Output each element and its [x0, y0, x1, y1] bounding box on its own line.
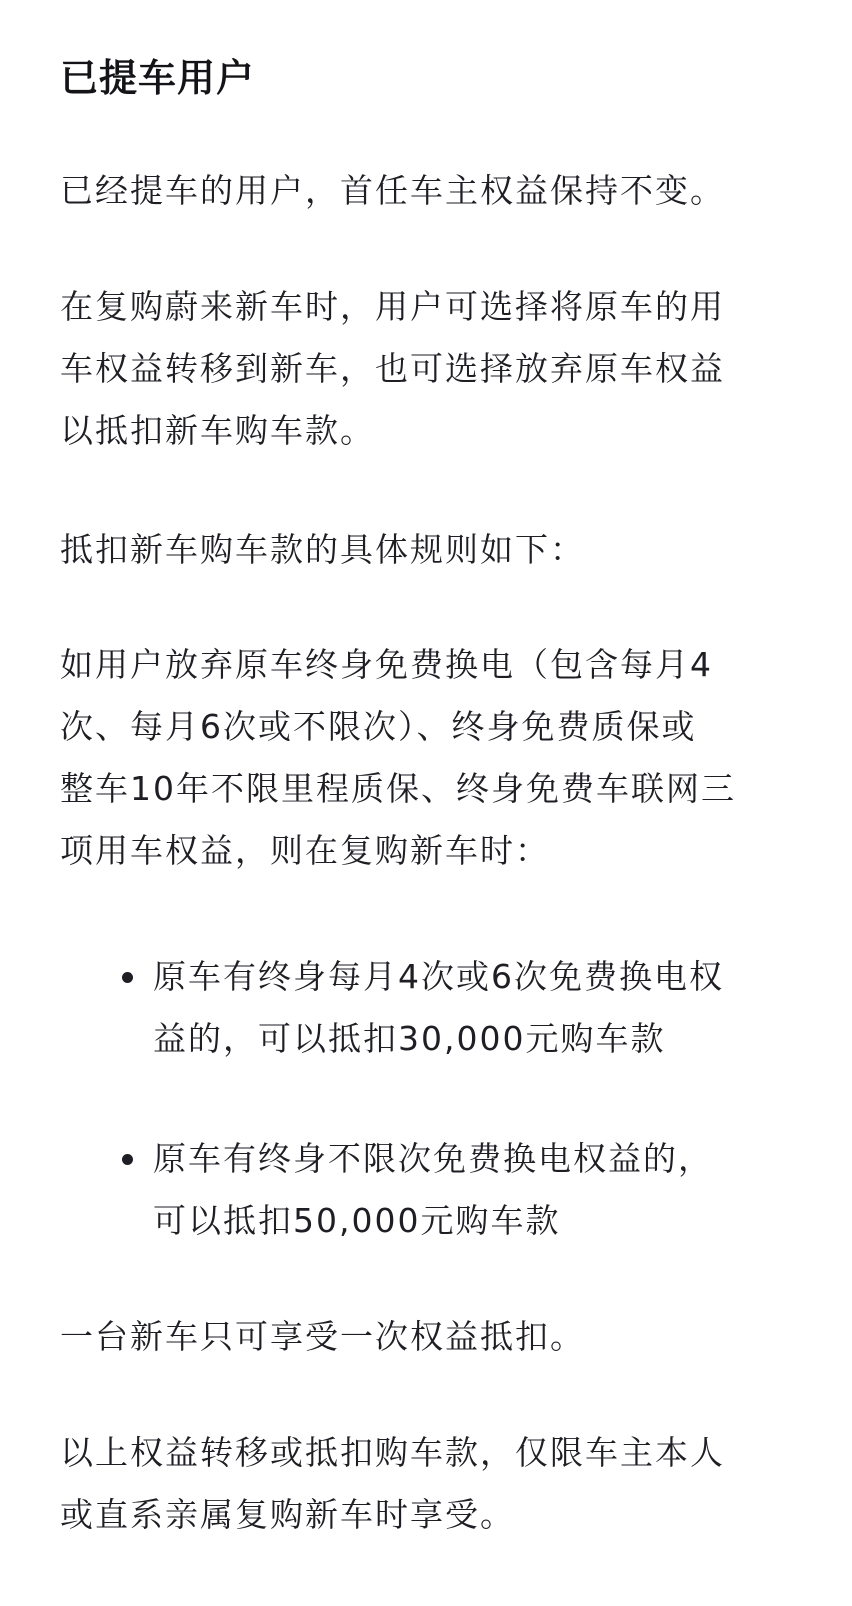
paragraph-conditions [60, 634, 800, 882]
text-line: 原车有终身不限次免费换电权益的， [153, 1139, 713, 1178]
text-line: 原车有终身每月4次或6次免费换电权 [153, 957, 724, 996]
text-line: 以上权益转移或抵扣购车款，仅限车主本人 [60, 1433, 725, 1472]
text-line: 益的，可以抵扣30,000元购车款 [153, 1019, 666, 1058]
text-line: 抵扣新车购车款的具体规则如下： [60, 530, 585, 569]
text-line: 整车10年不限里程质保、终身免费车联网三 [60, 769, 736, 808]
text-line: 或直系亲属复购新车时享受。 [60, 1495, 515, 1534]
text-line: 一台新车只可享受一次权益抵扣。 [60, 1317, 585, 1356]
text-line: 如用户放弃原车终身免费换电（包含每月4 [60, 645, 713, 684]
bullet-dot-icon [122, 1154, 133, 1165]
paragraph-rules-intro [60, 519, 800, 581]
text-line: 已经提车的用户，首任车主权益保持不变。 [60, 171, 725, 210]
bullet-dot-icon [122, 972, 133, 983]
section-heading: 已提车用户 [60, 56, 256, 100]
text-line: 车权益转移到新车，也可选择放弃原车权益 [60, 349, 725, 388]
paragraph-owner-rights [60, 160, 800, 222]
paragraph-repurchase [60, 276, 800, 462]
paragraph-eligibility [60, 1422, 800, 1546]
text-line: 在复购蔚来新车时，用户可选择将原车的用 [60, 287, 725, 326]
list-item [60, 1128, 800, 1252]
list-item [60, 946, 800, 1070]
text-line: 次、每月6次或不限次）、终身免费质保或 [60, 707, 697, 746]
text-line: 以抵扣新车购车款。 [60, 411, 375, 450]
bullet-text [153, 946, 813, 1070]
text-line: 项用车权益，则在复购新车时： [60, 831, 550, 870]
text-line: 可以抵扣50,000元购车款 [153, 1201, 561, 1240]
bullet-text [153, 1128, 813, 1252]
paragraph-single-deduction [60, 1306, 800, 1368]
